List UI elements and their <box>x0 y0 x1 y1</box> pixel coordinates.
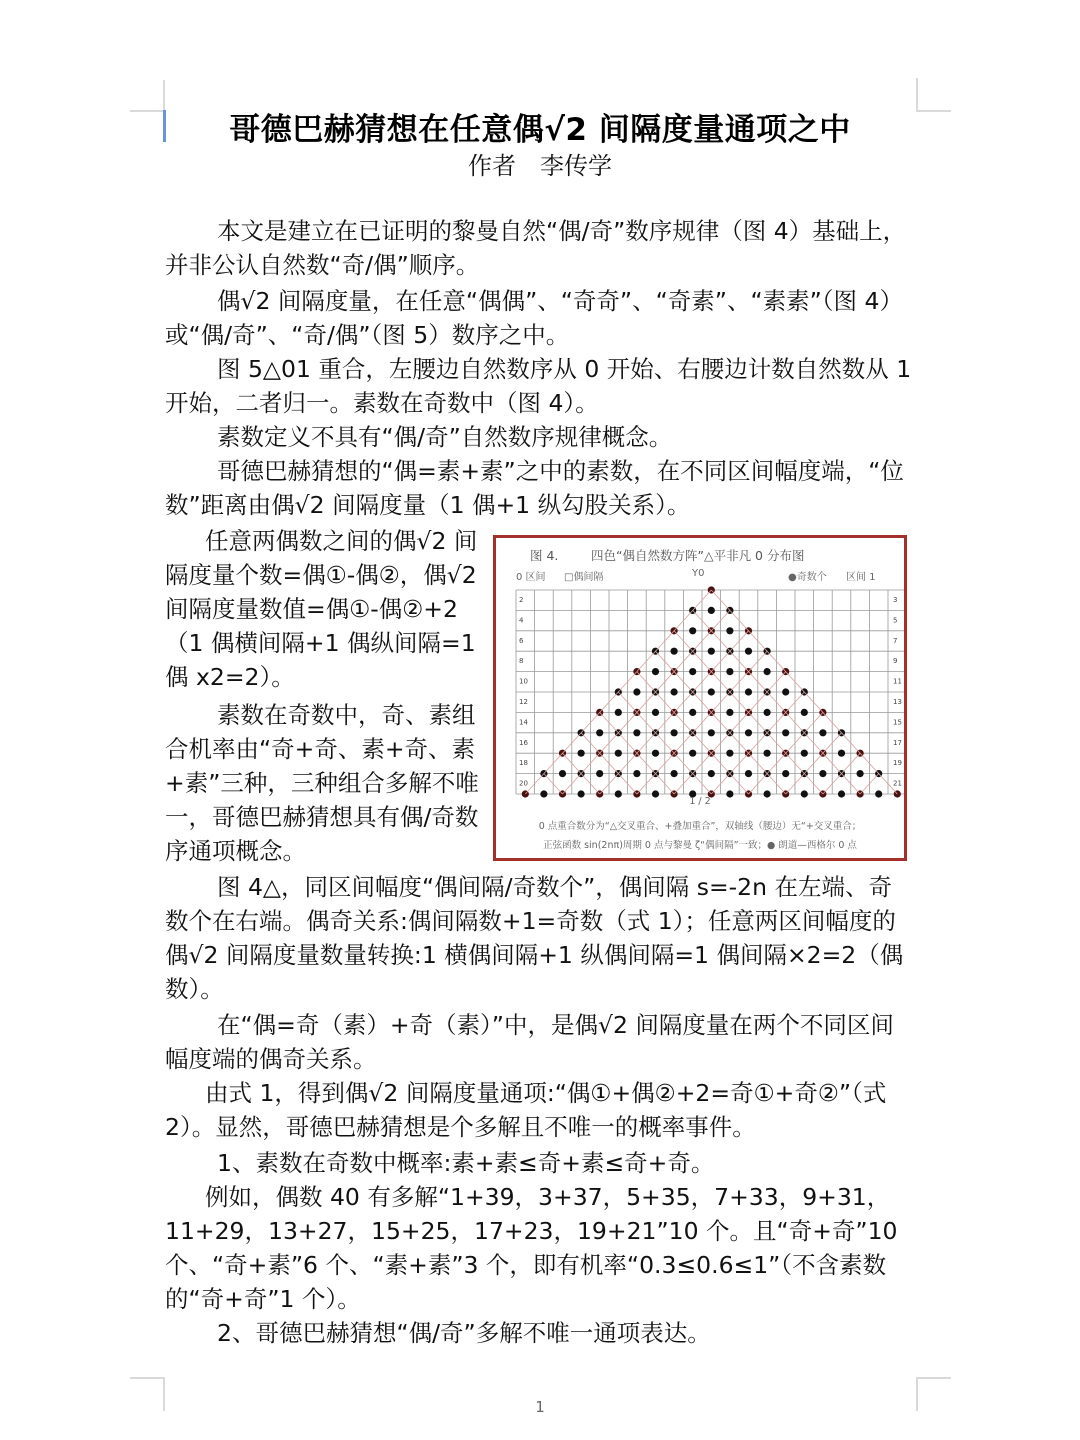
svg-text:20: 20 <box>519 779 528 788</box>
figure-caption-line-1: 0 点重合数分为“△交叉重合、+叠加重合”，双轴线（腰边）无“+交叉重合； <box>538 821 862 832</box>
svg-text:9: 9 <box>893 657 898 666</box>
document-title: 哥德巴赫猜想在任意偶√2 间隔度量通项之中 <box>229 112 851 148</box>
svg-text:16: 16 <box>519 738 528 747</box>
legend-zero-interval: 0 区间 <box>516 572 546 583</box>
author-line <box>0 146 1080 181</box>
legend-even-interval: □偶间隔 <box>564 572 604 583</box>
paragraph-9: 在“偶=奇（素）+奇（素）”中，是偶√2 间隔度量在两个不同区间幅度端的偶奇关系。 <box>165 1011 894 1073</box>
paragraph-2: 偶√2 间隔度量，在任意“偶偶”、“奇奇”、“奇素”、“素素”（图 4）或“偶/奇”、“奇/偶”（图 5）数序之中。 <box>165 287 903 349</box>
svg-text:6: 6 <box>519 636 524 645</box>
figure-caption-line-2: 正弦函数 sin(2nπ)周期 0 点与黎曼 ζ“偶间隔”一致；● 朗道—西格尔 0 点 <box>543 840 857 851</box>
svg-text:4: 4 <box>519 616 524 625</box>
figure-title-text: 四色“偶自然数方阵”△平非凡 0 分布图 <box>591 548 805 563</box>
paragraph-4: 素数定义不具有“偶/奇”自然数序规律概念。 <box>217 423 673 451</box>
svg-text:13: 13 <box>893 698 902 706</box>
paragraph-12: 例如，偶数 40 有多解“1+39，3+37，5+35，7+33，9+31，11+29，13+27，15+25，17+23，19+21”10 个。且“奇+奇”10 个、“奇+素”6 个、“素+素”3 个，即有机率“0.3≤0.6≤1”（不含素数的“奇+奇”1 个）。 <box>165 1183 898 1313</box>
paragraph-3: 图 5△01 重合，左腰边自然数序从 0 开始、右腰边计数自然数从 1 开始，二者归一。素数在奇数中（图 4）。 <box>165 355 912 417</box>
dot-triangle-grid <box>496 586 904 856</box>
svg-text:3: 3 <box>893 596 898 604</box>
svg-text:12: 12 <box>519 698 528 706</box>
svg-text:21: 21 <box>893 779 902 788</box>
paragraph-6: 任意两偶数之间的偶√2 间隔度量个数=偶①-偶②，偶√2 间隔度量数值=偶①-偶②+2（1 偶横间隔+1 偶纵间隔=1 偶 x2=2）。 <box>165 527 478 691</box>
page-number: 1 <box>535 1398 545 1416</box>
paragraph-7: 素数在奇数中，奇、素组合机率由“奇+奇、素+奇、素+素”三种，三种组合多解不唯一，哥德巴赫猜想具有偶/奇数序通项概念。 <box>165 701 479 865</box>
svg-text:14: 14 <box>519 718 528 727</box>
legend-interval-1: 区间 1 <box>846 572 876 583</box>
svg-text:5: 5 <box>893 616 898 625</box>
svg-text:17: 17 <box>893 738 902 747</box>
figure-axis-label: 1 / 2 <box>689 796 711 807</box>
paragraph-1: 本文是建立在已证明的黎曼自然“偶/奇”数序规律（图 4）基础上，并非公认自然数“奇/偶”顺序。 <box>165 217 907 279</box>
svg-text:11: 11 <box>893 677 902 686</box>
svg-text:15: 15 <box>893 718 902 727</box>
author-name: 李传学 <box>540 152 612 180</box>
paragraph-11: 1、素数在奇数中概率:素+素≤奇+素≤奇+奇。 <box>217 1149 715 1177</box>
paragraph-5: 哥德巴赫猜想的“偶=素+素”之中的素数，在不同区间幅度端，“位数”距离由偶√2 间隔度量（1 偶+1 纵勾股关系）。 <box>165 457 904 519</box>
paragraph-10: 由式 1，得到偶√2 间隔度量通项:“偶①+偶②+2=奇①+奇②”（式 2）。显然，哥德巴赫猜想是个多解且不唯一的概率事件。 <box>165 1079 887 1141</box>
author-label: 作者 <box>468 152 516 180</box>
svg-text:18: 18 <box>519 759 528 768</box>
svg-text:19: 19 <box>893 759 902 768</box>
figure-4-diagram <box>493 535 907 861</box>
paragraph-8: 图 4△，同区间幅度“偶间隔/奇数个”，偶间隔 s=-2n 在左端、奇数个在右端。偶奇关系:偶间隔数+1=奇数（式 1）；任意两区间幅度的偶√2 间隔度量数量转换:1 横偶间隔+1 纵偶间隔=1 偶间隔×2=2（偶数）。 <box>165 873 904 1003</box>
legend-y0: Y0 <box>692 568 705 579</box>
figure-number: 图 4. <box>530 548 559 563</box>
svg-text:7: 7 <box>893 636 898 645</box>
svg-text:10: 10 <box>519 677 528 686</box>
svg-text:2: 2 <box>519 596 524 604</box>
paragraph-13: 2、哥德巴赫猜想“偶/奇”多解不唯一通项表达。 <box>217 1319 711 1347</box>
legend-odd-count: ●奇数个 <box>788 572 827 583</box>
svg-text:8: 8 <box>519 657 524 666</box>
